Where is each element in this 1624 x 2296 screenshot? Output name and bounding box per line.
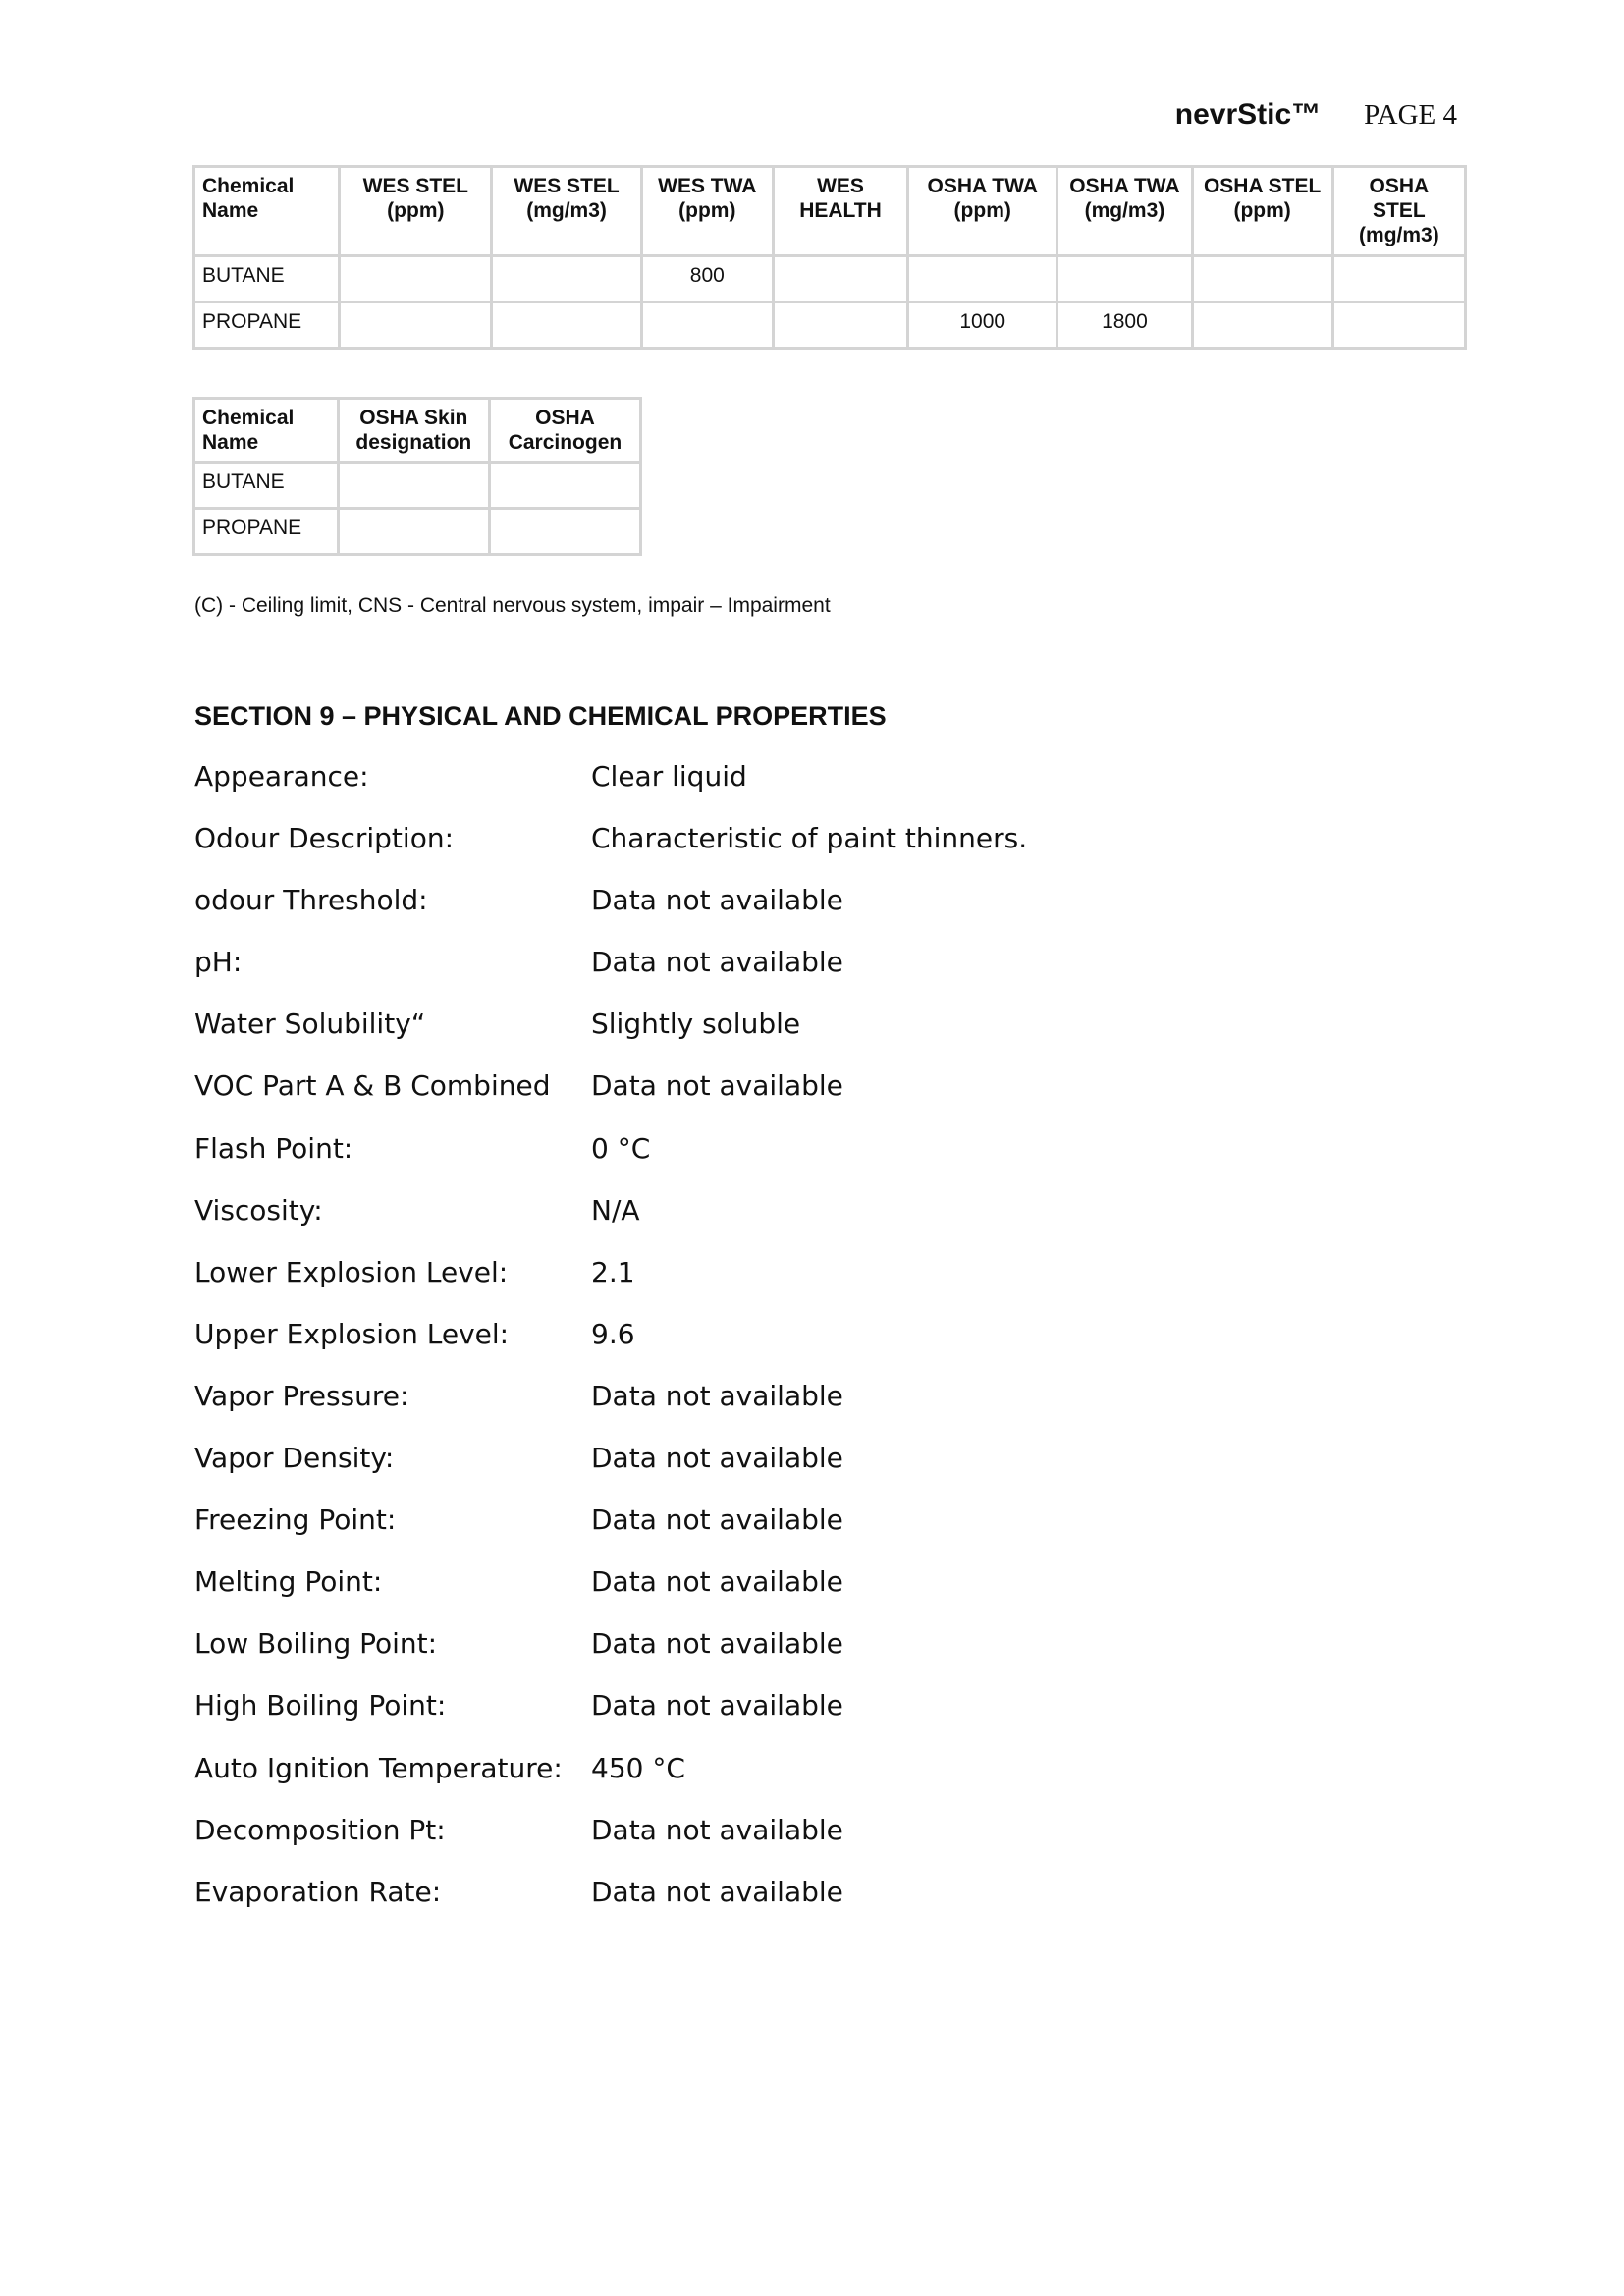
table-cell bbox=[641, 302, 773, 349]
table-row bbox=[194, 463, 641, 509]
table-cell bbox=[1332, 256, 1465, 302]
brand-name: nevrStic™ bbox=[1174, 98, 1322, 131]
property-label: Freezing Point: bbox=[194, 1503, 397, 1537]
property-row bbox=[194, 1380, 1027, 1442]
table-cell: BUTANE bbox=[194, 463, 339, 509]
property-row bbox=[194, 1256, 1027, 1318]
property-value: Slightly soluble bbox=[591, 1008, 801, 1041]
property-label: Decomposition Pt: bbox=[194, 1813, 446, 1846]
column-header: OSHA Skin designation bbox=[338, 399, 489, 463]
property-value: Data not available bbox=[591, 884, 843, 917]
property-row bbox=[194, 884, 1027, 946]
section-heading: SECTION 9 – PHYSICAL AND CHEMICAL PROPERTIES bbox=[194, 701, 887, 731]
property-label: Evaporation Rate: bbox=[194, 1875, 442, 1908]
page-header bbox=[1175, 98, 1457, 132]
property-row bbox=[194, 946, 1027, 1008]
property-row bbox=[194, 1069, 1027, 1131]
column-header: WES STEL (ppm) bbox=[340, 167, 492, 256]
column-header: OSHA TWA (mg/m3) bbox=[1057, 167, 1192, 256]
property-value: Data not available bbox=[591, 1379, 843, 1412]
property-label: Viscosity: bbox=[194, 1193, 323, 1227]
property-value: Data not available bbox=[591, 1627, 843, 1661]
abbreviation-note: (C) - Ceiling limit, CNS - Central nervous system, impair – Impairment bbox=[194, 594, 831, 617]
column-header: OSHA STEL (ppm) bbox=[1192, 167, 1332, 256]
table-header-row bbox=[194, 399, 641, 463]
column-header: WES HEALTH bbox=[773, 167, 907, 256]
property-row bbox=[194, 1627, 1027, 1689]
column-header: OSHA Carcinogen bbox=[489, 399, 640, 463]
exposure-limits-table bbox=[192, 165, 1467, 350]
table-row bbox=[194, 509, 641, 555]
property-row bbox=[194, 1752, 1027, 1814]
table-cell: 1000 bbox=[908, 302, 1057, 349]
property-label: VOC Part A & B Combined bbox=[194, 1069, 551, 1103]
table-cell bbox=[908, 256, 1057, 302]
property-value: Data not available bbox=[591, 1565, 843, 1599]
table-cell bbox=[1057, 256, 1192, 302]
table-cell: BUTANE bbox=[194, 256, 340, 302]
property-row bbox=[194, 1194, 1027, 1256]
property-row bbox=[194, 1876, 1027, 1938]
property-row bbox=[194, 1442, 1027, 1503]
property-label: Flash Point: bbox=[194, 1131, 353, 1165]
property-label: Vapor Density: bbox=[194, 1442, 395, 1475]
table-cell bbox=[1192, 256, 1332, 302]
property-label: Odour Description: bbox=[194, 822, 455, 855]
table-cell: 800 bbox=[641, 256, 773, 302]
table-cell: PROPANE bbox=[194, 509, 339, 555]
properties-list bbox=[194, 760, 1027, 1938]
property-row bbox=[194, 760, 1027, 822]
property-value: Data not available bbox=[591, 1689, 843, 1722]
property-label: Appearance: bbox=[194, 760, 369, 793]
property-label: odour Threshold: bbox=[194, 884, 428, 917]
table-cell bbox=[492, 256, 641, 302]
property-label: Upper Explosion Level: bbox=[194, 1317, 510, 1350]
property-row bbox=[194, 1132, 1027, 1194]
table-cell bbox=[338, 509, 489, 555]
table-cell bbox=[773, 256, 907, 302]
property-value: N/A bbox=[591, 1193, 640, 1227]
osha-designation-table bbox=[192, 397, 642, 556]
column-header: WES TWA (ppm) bbox=[641, 167, 773, 256]
property-label: Water Solubility“ bbox=[194, 1008, 426, 1041]
property-row bbox=[194, 1318, 1027, 1380]
property-value: 2.1 bbox=[591, 1255, 635, 1288]
property-row bbox=[194, 1689, 1027, 1751]
column-header: WES STEL (mg/m3) bbox=[492, 167, 641, 256]
table-cell bbox=[1192, 302, 1332, 349]
property-value: 450 °C bbox=[591, 1751, 685, 1784]
column-header: Chemical Name bbox=[194, 167, 340, 256]
property-row bbox=[194, 822, 1027, 884]
property-value: 0 °C bbox=[591, 1131, 651, 1165]
table-cell bbox=[492, 302, 641, 349]
table-cell bbox=[489, 509, 640, 555]
property-row bbox=[194, 1008, 1027, 1069]
column-header: OSHA STEL (mg/m3) bbox=[1332, 167, 1465, 256]
property-label: Auto Ignition Temperature: bbox=[194, 1751, 563, 1784]
table-cell bbox=[1332, 302, 1465, 349]
property-label: High Boiling Point: bbox=[194, 1689, 447, 1722]
property-value: Characteristic of paint thinners. bbox=[591, 822, 1028, 855]
table-cell: PROPANE bbox=[194, 302, 340, 349]
property-label: Low Boiling Point: bbox=[194, 1627, 438, 1661]
table-row bbox=[194, 302, 1466, 349]
table-cell bbox=[773, 302, 907, 349]
property-row bbox=[194, 1503, 1027, 1565]
property-label: Melting Point: bbox=[194, 1565, 383, 1599]
column-header: OSHA TWA (ppm) bbox=[908, 167, 1057, 256]
table-row bbox=[194, 256, 1466, 302]
property-value: Data not available bbox=[591, 1813, 843, 1846]
property-value: Data not available bbox=[591, 946, 843, 979]
property-value: Clear liquid bbox=[591, 760, 747, 793]
table-cell bbox=[489, 463, 640, 509]
property-label: pH: bbox=[194, 946, 243, 979]
property-label: Vapor Pressure: bbox=[194, 1379, 409, 1412]
table-cell bbox=[340, 256, 492, 302]
table-cell bbox=[340, 302, 492, 349]
property-value: Data not available bbox=[591, 1442, 843, 1475]
property-label: Lower Explosion Level: bbox=[194, 1255, 509, 1288]
table-header-row bbox=[194, 167, 1466, 256]
property-value: 9.6 bbox=[591, 1317, 635, 1350]
property-row bbox=[194, 1565, 1027, 1627]
property-value: Data not available bbox=[591, 1503, 843, 1537]
property-value: Data not available bbox=[591, 1069, 843, 1103]
table-cell bbox=[338, 463, 489, 509]
table-cell: 1800 bbox=[1057, 302, 1192, 349]
property-value: Data not available bbox=[591, 1875, 843, 1908]
page-number: PAGE 4 bbox=[1364, 99, 1457, 131]
column-header: Chemical Name bbox=[194, 399, 339, 463]
property-row bbox=[194, 1814, 1027, 1876]
